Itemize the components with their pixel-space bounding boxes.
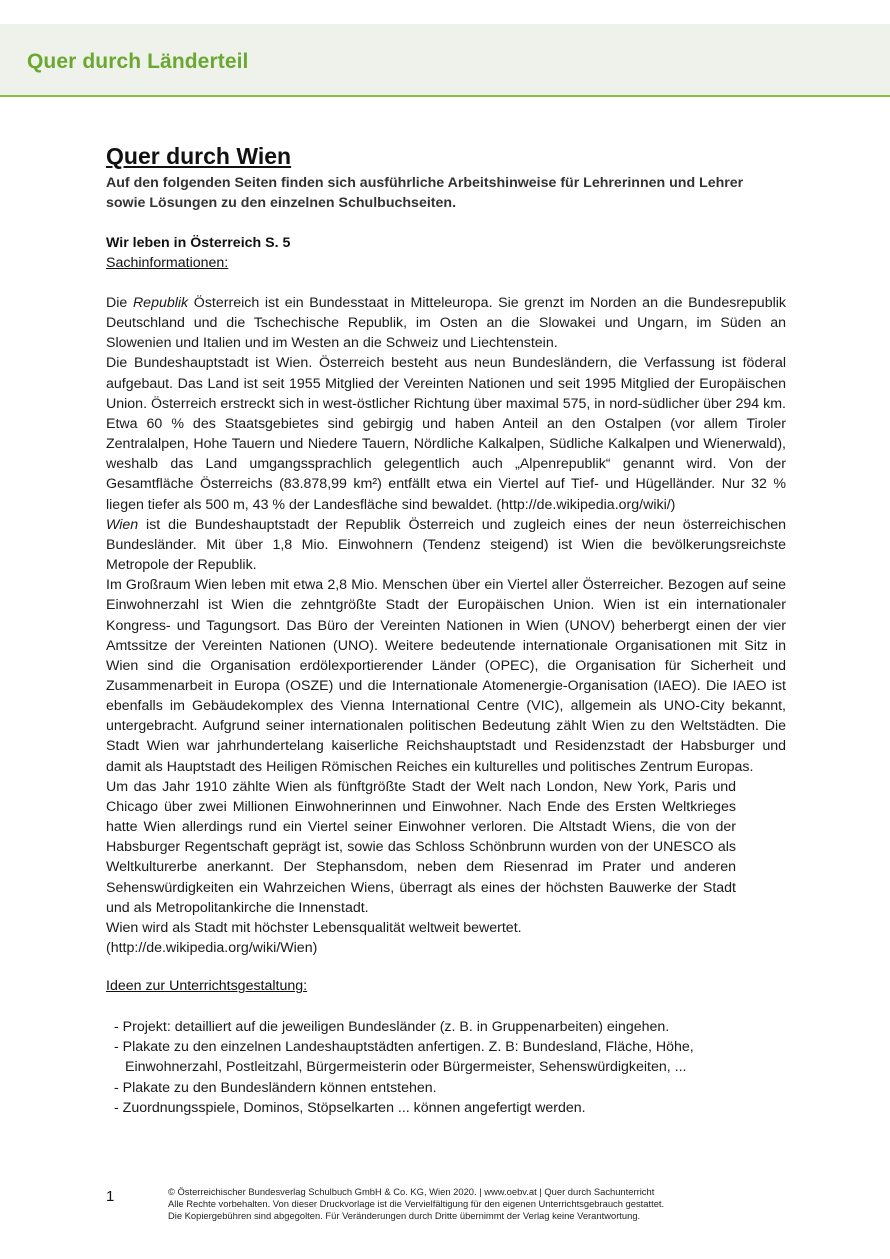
list-item: - Plakate zu den einzelnen Landeshauptstädten anfertigen. Z. B: Bundesland, Fläche, Höhe, Einwohnerzahl, Postleitzahl, Bürgermeisterin oder Bürgermeister, Sehenswürdigkeiten, ... [114, 1039, 694, 1076]
ideas-heading: Ideen zur Unterrichtsgestaltung: [106, 978, 308, 995]
intro-text: Auf den folgenden Seiten finden sich ausführliche Arbeitshinweise für Lehrerinnen und Lehrer sowie Lösungen zu den einzelnen Schulbuchseiten. [106, 175, 744, 211]
paragraph-republik-pre: Die [106, 295, 133, 311]
sachinformationen-heading: Sachinformationen: [106, 255, 229, 271]
footer-copyright [168, 1186, 768, 1222]
header-title: Quer durch Länderteil [27, 50, 249, 73]
paragraph-source: (http://de.wikipedia.org/wiki/Wien) [106, 940, 318, 956]
ideas-section [106, 976, 786, 1118]
paragraph-bundeshauptstadt: Die Bundeshauptstadt ist Wien. Österreich besteht aus neun Bundesländern, die Verfassung ist föderal aufgebaut. Das Land ist seit 1955 Mitglied der Vereinten Nationen und seit 1995 Mitglied der Europäischen Union. Österreich erstreckt sich in west-östlicher Richtung über maximal 575, in nord-südlicher über 294 km. Etwa 60 % des Staatsgebietes sind gebirgig und haben Anteil an den Ostalpen (vor allem Tiroler Zentralalpen, Hohe Tauern und Niedere Tauern, Nördliche Kalkalpen, Südliche Kalkalpen und Wienerwald), weshalb das Land umgangssprachlich gelegentlich auch „Alpenrepublik“ genannt wird. Von der Gesamtfläche Österreichs (83.878,99 km²) entfällt etwa ein Viertel auf Tief- und Hügelländer. Nur 32 % liegen tiefer als 500 m, 43 % der Landesfläche sind bewaldet. (http://de.wikipedia.org/wiki/) [106, 355, 786, 513]
page-title: Quer durch Wien [106, 143, 292, 169]
footer-line: Die Kopiergebühren sind abgegolten. Für Veränderungen durch Dritte übernimmt der Verlag keine Verantwortung. [168, 1210, 641, 1221]
spacer [106, 273, 786, 293]
list-item: - Projekt: detailliert auf die jeweiligen Bundesländer (z. B. in Gruppenarbeiten) eingehen. [114, 1019, 670, 1036]
list-item: - Zuordnungsspiele, Dominos, Stöpselkarten ... können angefertigt werden. [114, 1099, 586, 1116]
ideas-list [106, 1017, 786, 1118]
paragraph-wien-em: Wien [106, 516, 139, 533]
footer-line: Alle Rechte vorbehalten. Von dieser Druckvorlage ist die Vervielfältigung für den eigenen Unterrichtsgebrauch gestattet. [168, 1198, 665, 1209]
main-content [106, 142, 786, 1118]
paragraph-1910: Um das Jahr 1910 zählte Wien als fünftgrößte Stadt der Welt nach London, New York, Paris und Chicago über zwei Millionen Einwohnerinnen und Einwohner. Nach Ende des Ersten Weltkrieges hatte Wien allerdings rund ein Viertel seiner Einwohner verloren. Die Altstadt Wiens, die von der Habsburger Regentschaft geprägt ist, sowie das Schloss Schönbrunn wurden von der UNESCO als Weltkulturerbe anerkannt. Der Stephansdom, neben dem Riesenrad im Prater und anderen Sehenswürdigkeiten ein Wahrzeichen Wiens, überragt als eines der höchsten Bauwerke der Stadt und als Metropolitankirche die Innenstadt. [106, 778, 736, 916]
paragraph-republik [106, 293, 786, 353]
header-band [0, 24, 890, 97]
paragraph-lebensqualitaet: Wien wird als Stadt mit höchster Lebensqualität weltweit bewertet. [106, 919, 522, 936]
paragraph-wien-intro [106, 515, 786, 575]
section-title: Wir leben in Österreich S. 5 [106, 235, 291, 251]
paragraph-grossraum: Im Großraum Wien leben mit etwa 2,8 Mio. Menschen über ein Viertel aller Österreicher. Bezogen auf seine Einwohnerzahl ist Wien die zehntgrößte Stadt der Europäischen Union. Wien ist ein internationaler Kongress- und Tagungsort. Das Büro der Vereinten Nationen in Wien (UNOV) beherbergt einen der vier Amtssitze der Vereinten Nationen (UNO). Weitere bedeutende internationale Organisationen mit Sitz in Wien sind die Organisation erdölexportierender Länder (OPEC), die Organisation für Sicherheit und Zusammenarbeit in Europa (OSZE) und die Internationale Atomenergie-Organisation (IAEO). Die IAEO ist ebenfalls im Gebäudekomplex des Vienna International Centre (VIC), allgemein als UNO-City bekannt, untergebracht. Aufgrund seiner internationalen politischen Bedeutung zählt Wien zu den Weltstädten. Die Stadt Wien war jahrhundertelang kaiserliche Reichshauptstadt und Residenzstadt der Habsburger und damit als Hauptstadt des Heiligen Römischen Reiches ein kulturelles und politisches Zentrum Europas. [106, 577, 786, 775]
list-item: - Plakate zu den Bundesländern können entstehen. [114, 1079, 437, 1096]
paragraph-republik-post: Österreich ist ein Bundesstaat in Mitteleuropa. Sie grenzt im Norden an die Bundesrepublik Deutschland und die Tschechische Republik, im Osten an die Slowakei und Ungarn, im Süden an Slowenien und Italien und im Westen an die Schweiz und Liechtenstein. [106, 295, 786, 352]
paragraph-republik-em: Republik [132, 295, 189, 311]
paragraph-wien-post: ist die Bundeshauptstadt der Republik Österreich und zugleich eines der neun österreichischen Bundesländer. Mit über 1,8 Mio. Einwohnern (Tendenz steigend) ist Wien die bevölkerungsreichste Metropole der Republik. [106, 516, 786, 574]
page-number: 1 [106, 1188, 115, 1205]
footer-line: © Österreichischer Bundesverlag Schulbuch GmbH & Co. KG, Wien 2020. | www.oebv.at | Quer durch Sachunterricht [168, 1186, 655, 1197]
